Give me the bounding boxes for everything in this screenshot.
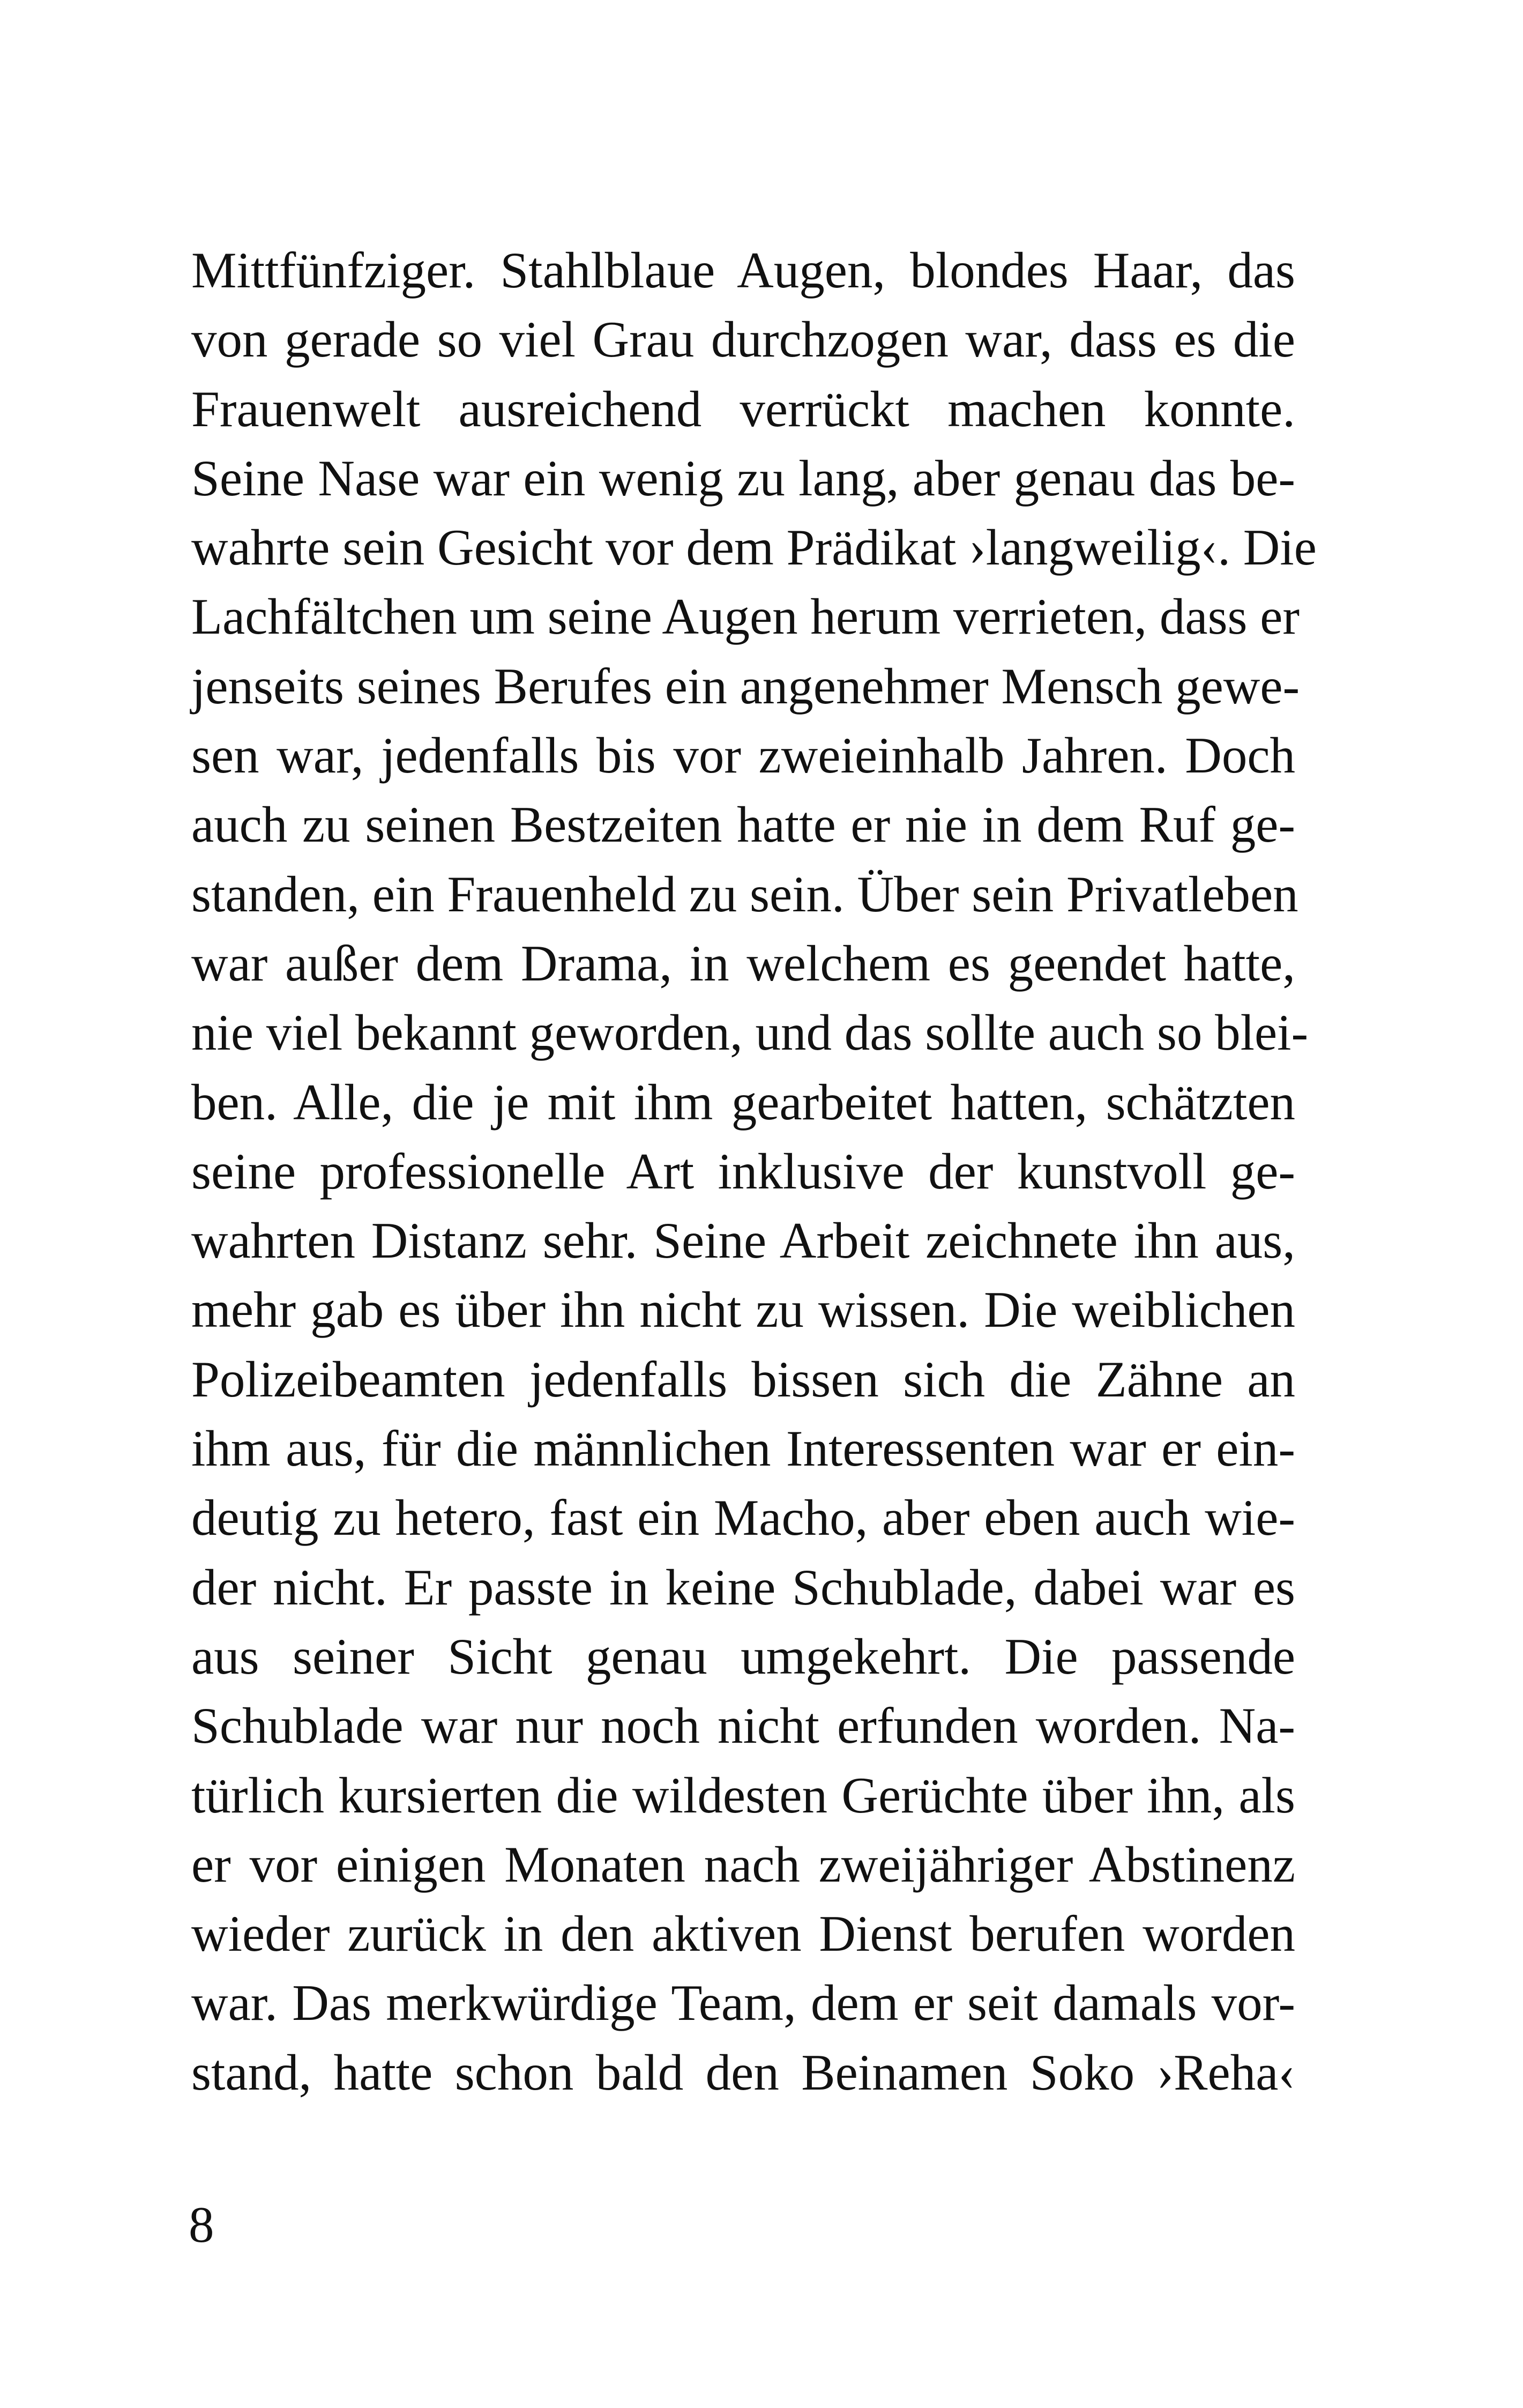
text-line: Seine Nase war ein wenig zu lang, aber genau das be- xyxy=(191,449,1295,507)
text-line: wahrten Distanz sehr. Seine Arbeit zeichnete ihn aus, xyxy=(191,1212,1295,1269)
text-line: er vor einigen Monaten nach zweijähriger Abstinenz xyxy=(191,1835,1295,1893)
text-line: sen war, jedenfalls bis vor zweieinhalb Jahren. Doch xyxy=(191,727,1295,784)
text-line: Schublade war nur noch nicht erfunden worden. Na- xyxy=(191,1697,1295,1755)
text-line: war außer dem Drama, in welchem es geendet hatte, xyxy=(191,934,1295,992)
text-line: Polizeibeamten jedenfalls bissen sich die Zähne an xyxy=(191,1350,1295,1408)
text-line: von gerade so viel Grau durchzogen war, dass es die xyxy=(191,311,1295,368)
text-line: Mittfünfziger. Stahlblaue Augen, blondes Haar, das xyxy=(191,242,1295,299)
text-line: ihm aus, für die männlichen Interessenten war er ein- xyxy=(191,1420,1295,1477)
text-line: wieder zurück in den aktiven Dienst berufen worden xyxy=(191,1905,1295,1963)
text-line: war. Das merkwürdige Team, dem er seit damals vor- xyxy=(191,1974,1295,2032)
text-line: standen, ein Frauenheld zu sein. Über sein Privatleben xyxy=(191,865,1298,923)
text-line: jenseits seines Berufes ein angenehmer Mensch gewe- xyxy=(191,657,1300,715)
text-line: aus seiner Sicht genau umgekehrt. Die passende xyxy=(191,1627,1295,1685)
text-line: der nicht. Er passte in keine Schublade, dabei war es xyxy=(191,1558,1295,1616)
text-line: nie viel bekannt geworden, und das sollte auch so blei- xyxy=(191,1004,1309,1061)
text-line: Lachfältchen um seine Augen herum verrieten, dass er xyxy=(191,588,1300,645)
text-line: stand, hatte schon bald den Beinamen Soko ›Reha‹ xyxy=(191,2043,1295,2101)
text-line: auch zu seinen Bestzeiten hatte er nie in dem Ruf ge- xyxy=(191,796,1295,853)
text-line: seine professionelle Art inklusive der kunstvoll ge- xyxy=(191,1142,1295,1200)
text-line: mehr gab es über ihn nicht zu wissen. Die weiblichen xyxy=(191,1281,1295,1339)
text-line: deutig zu hetero, fast ein Macho, aber eben auch wie- xyxy=(191,1489,1295,1547)
text-line: türlich kursierten die wildesten Gerüchte über ihn, als xyxy=(191,1766,1295,1824)
page-number: 8 xyxy=(189,2196,214,2253)
text-line: ben. Alle, die je mit ihm gearbeitet hatten, schätzten xyxy=(191,1073,1295,1131)
text-line: wahrte sein Gesicht vor dem Prädikat ›langweilig‹. Die xyxy=(191,519,1317,576)
text-line: Frauenwelt ausreichend verrückt machen konnte. xyxy=(191,380,1295,437)
body-text xyxy=(191,236,1317,2107)
